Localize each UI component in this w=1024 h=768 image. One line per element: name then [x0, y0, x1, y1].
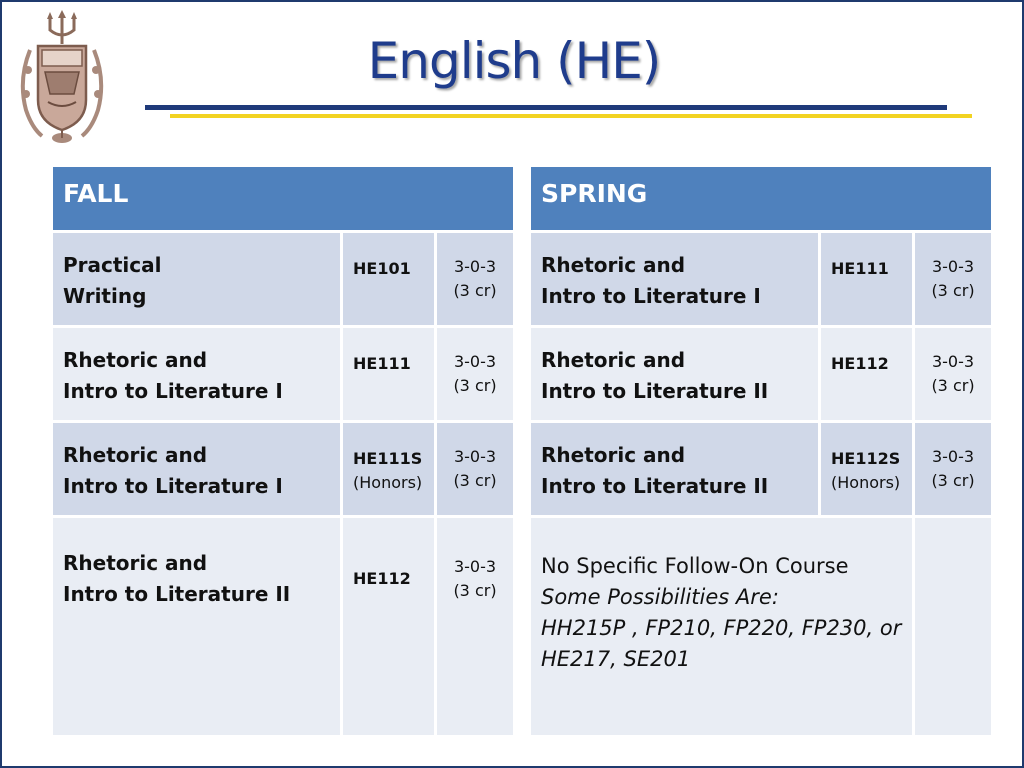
spring-panel: [531, 167, 991, 735]
course-code: HE111S (Honors): [343, 423, 437, 515]
course-name: Rhetoric and Intro to Literature II: [53, 518, 343, 735]
course-credits: 3-0-3 (3 cr): [931, 447, 975, 490]
course-code: HE111: [821, 233, 915, 325]
table-row: [53, 518, 513, 735]
course-name: Rhetoric and Intro to Literature II: [531, 423, 821, 515]
fall-panel: [53, 167, 513, 735]
course-name: Rhetoric and Intro to Literature I: [53, 328, 343, 420]
table-row: [531, 328, 991, 423]
table-row: [53, 423, 513, 518]
course-code: HE112: [821, 328, 915, 420]
course-code: HE101: [343, 233, 437, 325]
course-code: HE112S (Honors): [821, 423, 915, 515]
course-credits: 3-0-3 (3 cr): [931, 257, 975, 300]
course-name: Practical Writing: [53, 233, 343, 325]
course-credits: 3-0-3 (3 cr): [453, 257, 497, 300]
course-name: Rhetoric and Intro to Literature I: [531, 233, 821, 325]
follow-on-note: No Specific Follow-On Course Some Possibilities Are: HH215P , FP210, FP220, FP230, or HE217, SE201: [531, 518, 915, 735]
table-row: [53, 328, 513, 423]
course-credits: 3-0-3 (3 cr): [931, 352, 975, 395]
course-code: HE111: [343, 328, 437, 420]
page-title: English (HE): [367, 32, 661, 90]
course-credits: 3-0-3 (3 cr): [453, 447, 497, 490]
fall-header: FALL: [53, 167, 513, 233]
table-row: [531, 518, 991, 735]
title-underline-yellow: [170, 114, 972, 118]
empty-cell: [915, 518, 991, 735]
course-credits: 3-0-3 (3 cr): [453, 557, 497, 600]
table-row: [531, 423, 991, 518]
title-underline-blue: [145, 105, 947, 110]
spring-header: SPRING: [531, 167, 991, 233]
course-code: HE112: [343, 518, 437, 735]
table-row: [53, 233, 513, 328]
course-name: Rhetoric and Intro to Literature II: [531, 328, 821, 420]
course-name: Rhetoric and Intro to Literature I: [53, 423, 343, 515]
table-row: [531, 233, 991, 328]
course-credits: 3-0-3 (3 cr): [453, 352, 497, 395]
